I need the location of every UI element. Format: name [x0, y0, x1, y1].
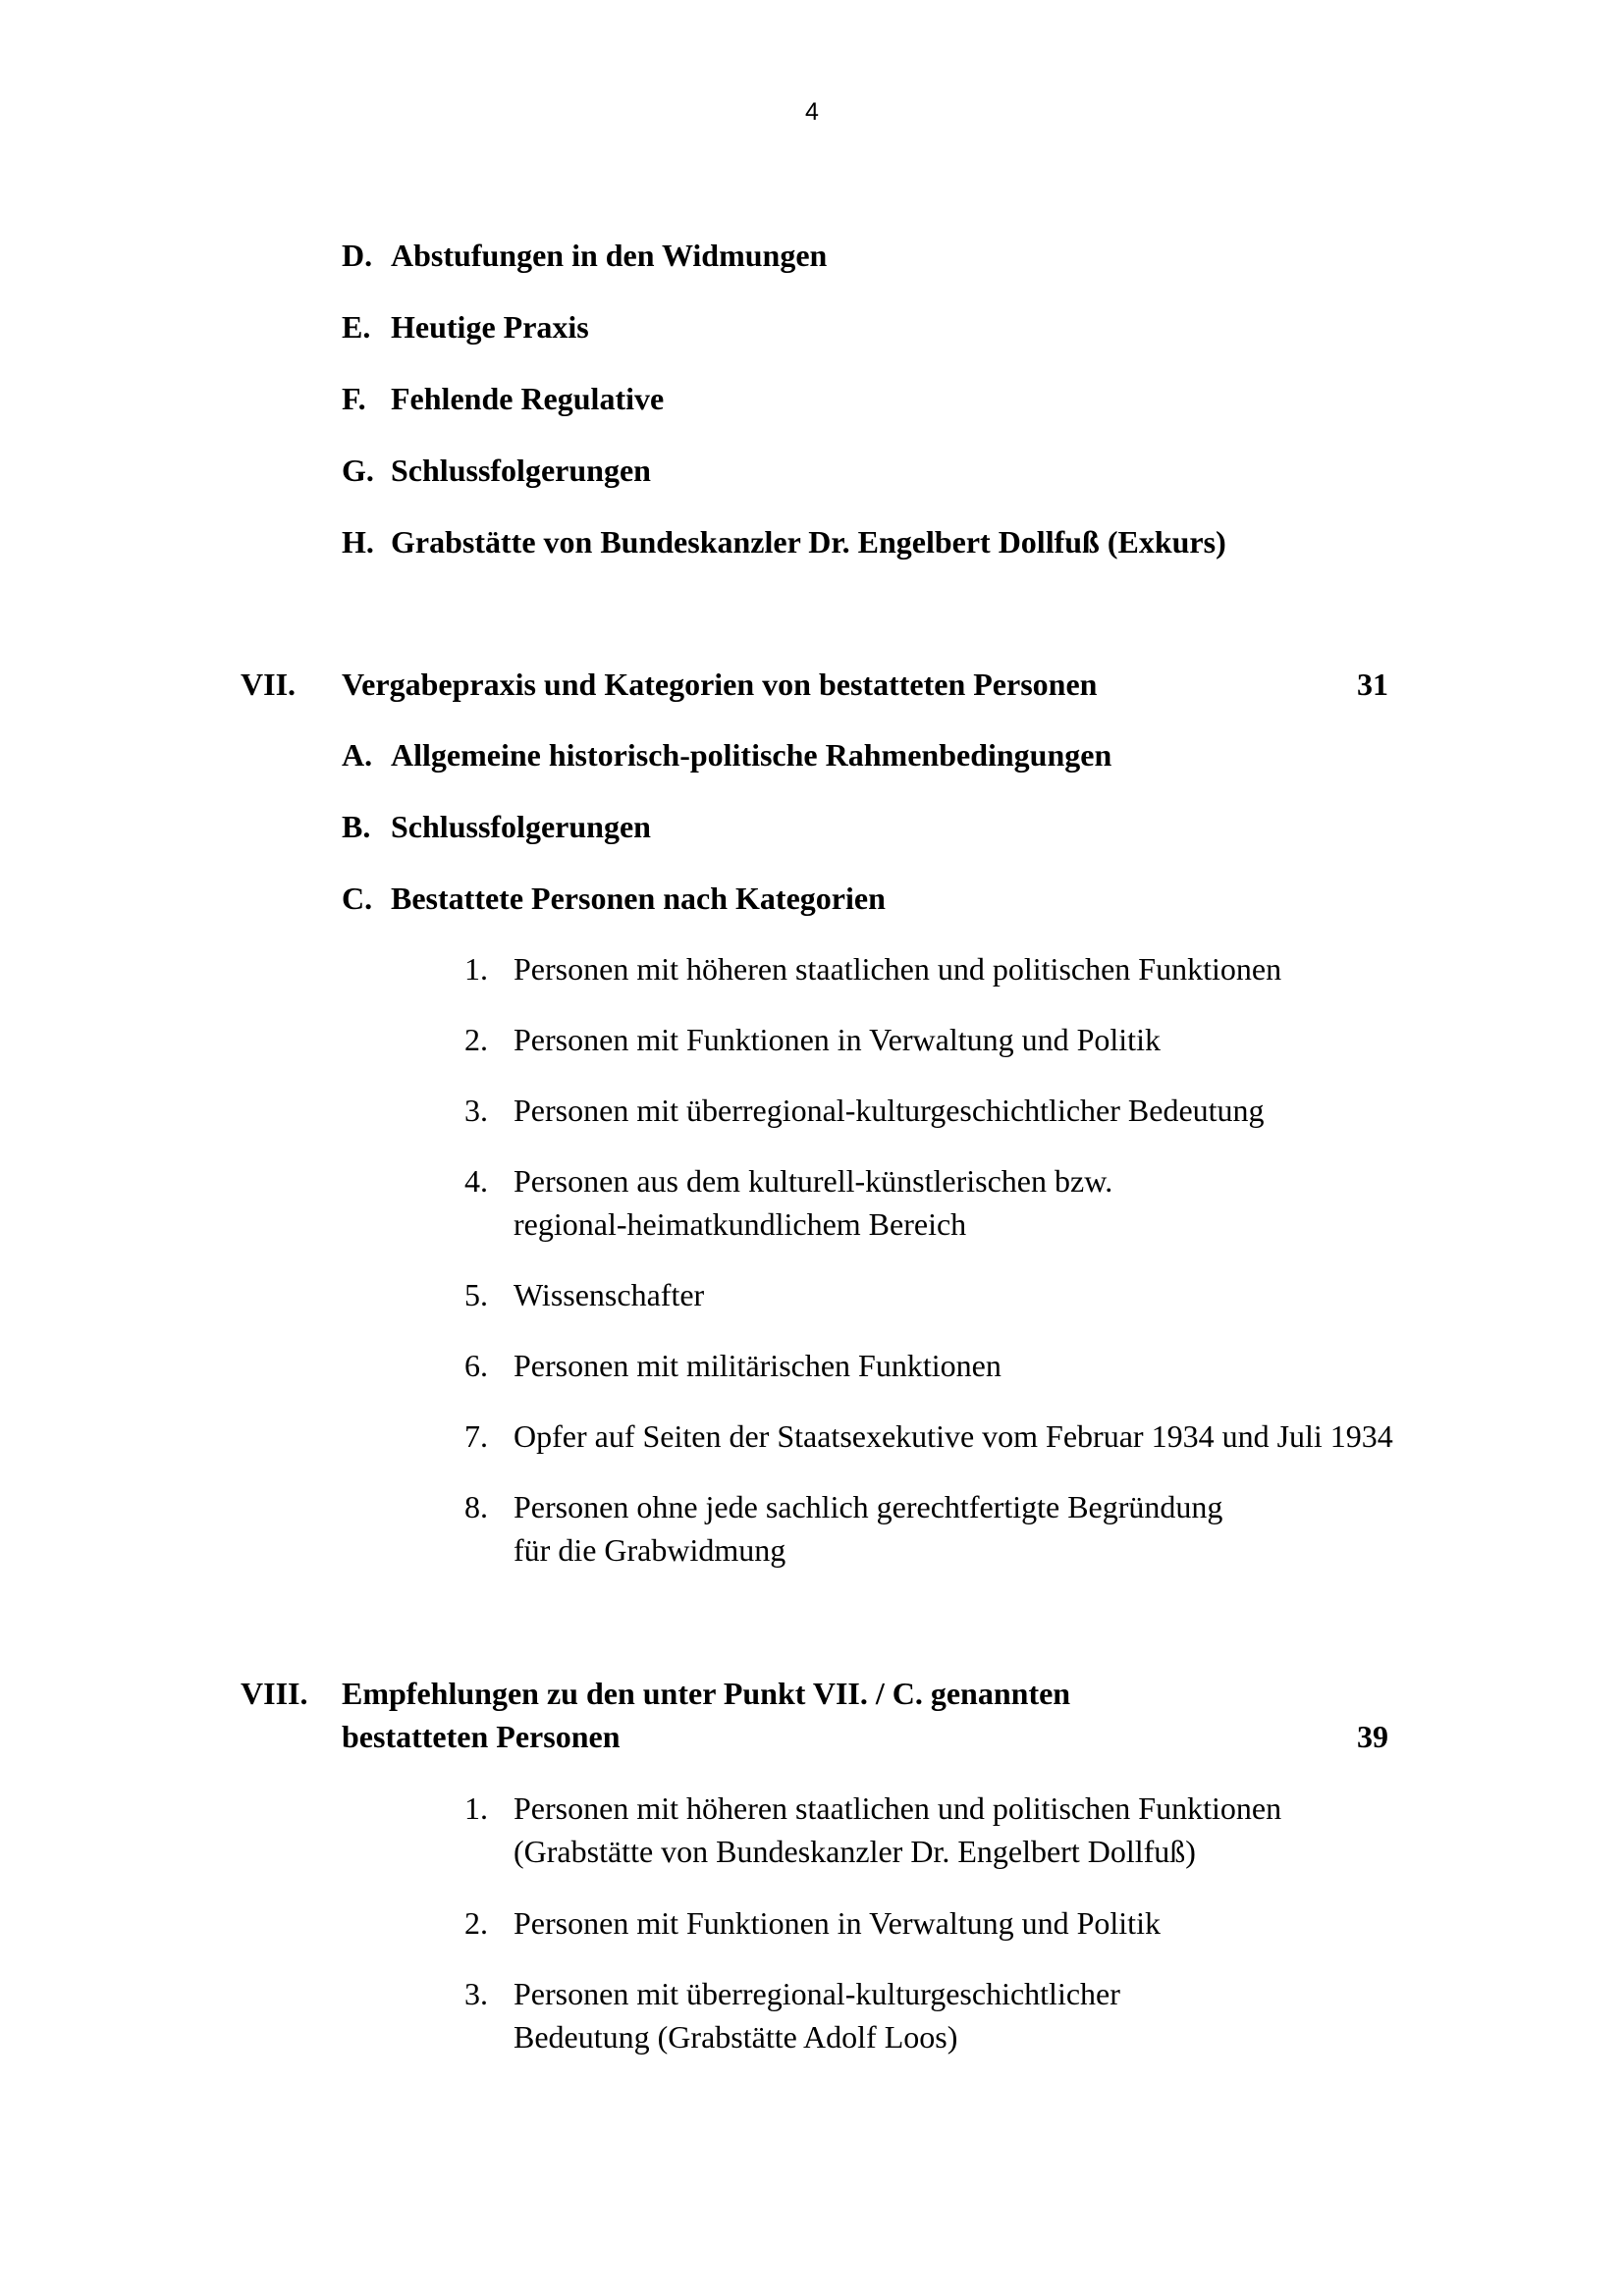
subsection-letter: H. — [342, 524, 374, 560]
subsection-title: Bestattete Personen nach Kategorien — [391, 881, 886, 916]
section-page-number: 31 — [1357, 667, 1388, 702]
subsection-title: Schlussfolgerungen — [391, 453, 651, 488]
subsection-letter: D. — [342, 238, 373, 273]
category-number: 8. — [464, 1489, 488, 1524]
category-text: Opfer auf Seiten der Staatsexekutive vom Februar 1934 und Juli 1934 — [514, 1418, 1393, 1454]
category-number: 5. — [464, 1277, 488, 1312]
category-number: 3. — [464, 1976, 488, 2011]
category-number: 4. — [464, 1163, 488, 1199]
category-number: 2. — [464, 1905, 488, 1941]
category-text: Personen mit höheren staatlichen und politischen Funktionen — [514, 1790, 1282, 1826]
category-number: 1. — [464, 951, 488, 987]
section-page-number: 39 — [1357, 1719, 1388, 1754]
category-number: 2. — [464, 1022, 488, 1057]
subsection-title: Allgemeine historisch-politische Rahmenbedingungen — [391, 737, 1112, 773]
subsection-title: Fehlende Regulative — [391, 381, 665, 416]
subsection-title: Grabstätte von Bundeskanzler Dr. Engelbert Dollfuß (Exkurs) — [391, 524, 1226, 560]
subsection-letter: F. — [342, 381, 366, 416]
subsection-letter: E. — [342, 309, 371, 345]
category-text: Personen mit überregional-kulturgeschichtlicher — [514, 1976, 1120, 2011]
section-numeral: VIII. — [241, 1676, 308, 1711]
subsection-title: Schlussfolgerungen — [391, 809, 651, 844]
subsection-letter: C. — [342, 881, 373, 916]
category-number: 6. — [464, 1348, 488, 1383]
category-text: Personen ohne jede sachlich gerechtfertigte Begründung — [514, 1489, 1223, 1524]
category-text: Personen mit militärischen Funktionen — [514, 1348, 1001, 1383]
category-number: 1. — [464, 1790, 488, 1826]
category-text: Personen aus dem kulturell-künstlerischen bzw. — [514, 1163, 1113, 1199]
subsection-title: Abstufungen in den Widmungen — [391, 238, 828, 273]
section-numeral: VII. — [241, 667, 297, 702]
category-number: 7. — [464, 1418, 488, 1454]
category-text: Bedeutung (Grabstätte Adolf Loos) — [514, 2019, 958, 2055]
category-text: für die Grabwidmung — [514, 1532, 786, 1568]
section-title: Empfehlungen zu den unter Punkt VII. / C. genannten — [342, 1676, 1071, 1711]
category-number: 3. — [464, 1093, 488, 1128]
category-text: Personen mit höheren staatlichen und politischen Funktionen — [514, 951, 1282, 987]
page-number: 4 — [805, 98, 819, 126]
subsection-title: Heutige Praxis — [391, 309, 589, 345]
category-text: Personen mit überregional-kulturgeschichtlicher Bedeutung — [514, 1093, 1265, 1128]
section-title: Vergabepraxis und Kategorien von bestatteten Personen — [342, 667, 1098, 702]
category-text: regional-heimatkundlichem Bereich — [514, 1206, 967, 1242]
subsection-letter: G. — [342, 453, 374, 488]
category-text: Personen mit Funktionen in Verwaltung und Politik — [514, 1905, 1161, 1941]
subsection-letter: A. — [342, 737, 373, 773]
category-text: Personen mit Funktionen in Verwaltung und Politik — [514, 1022, 1161, 1057]
category-text: (Grabstätte von Bundeskanzler Dr. Engelbert Dollfuß) — [514, 1834, 1196, 1869]
category-text: Wissenschafter — [514, 1277, 705, 1312]
section-title: bestatteten Personen — [342, 1719, 621, 1754]
subsection-letter: B. — [342, 809, 371, 844]
